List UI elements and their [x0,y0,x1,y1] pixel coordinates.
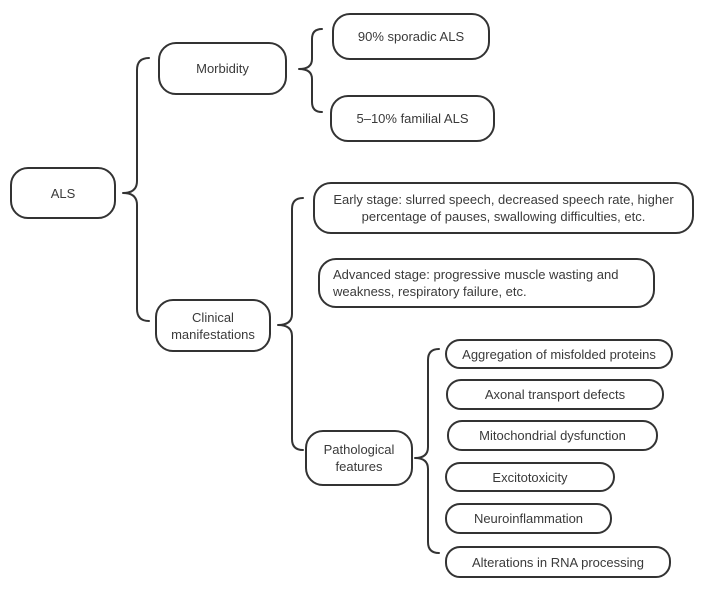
node-axonal-transport-defects: Axonal transport defects [446,379,664,410]
node-pathological-features: Pathological features [305,430,413,486]
node-excitotoxicity: Excitotoxicity [445,462,615,492]
node-mitochondrial-dysfunction: Mitochondrial dysfunction [447,420,658,451]
node-aggregation-misfolded-proteins: Aggregation of misfolded proteins [445,339,673,369]
node-morbidity: Morbidity [158,42,287,95]
node-clinical-manifestations: Clinical manifestations [155,299,271,352]
node-familial-als: 5–10% familial ALS [330,95,495,142]
node-early-stage: Early stage: slurred speech, decreased speech rate, higher percentage of pauses, swallowing difficulties, etc. [313,182,694,234]
als-children-brace [123,58,149,321]
node-sporadic-als: 90% sporadic ALS [332,13,490,60]
pathological-children-brace [415,349,439,553]
node-neuroinflammation: Neuroinflammation [445,503,612,534]
morbidity-children-brace [299,29,322,112]
node-advanced-stage: Advanced stage: progressive muscle wasting and weakness, respiratory failure, etc. [318,258,655,308]
node-als: ALS [10,167,116,219]
clinical-children-brace [278,198,303,450]
node-alterations-rna-processing: Alterations in RNA processing [445,546,671,578]
